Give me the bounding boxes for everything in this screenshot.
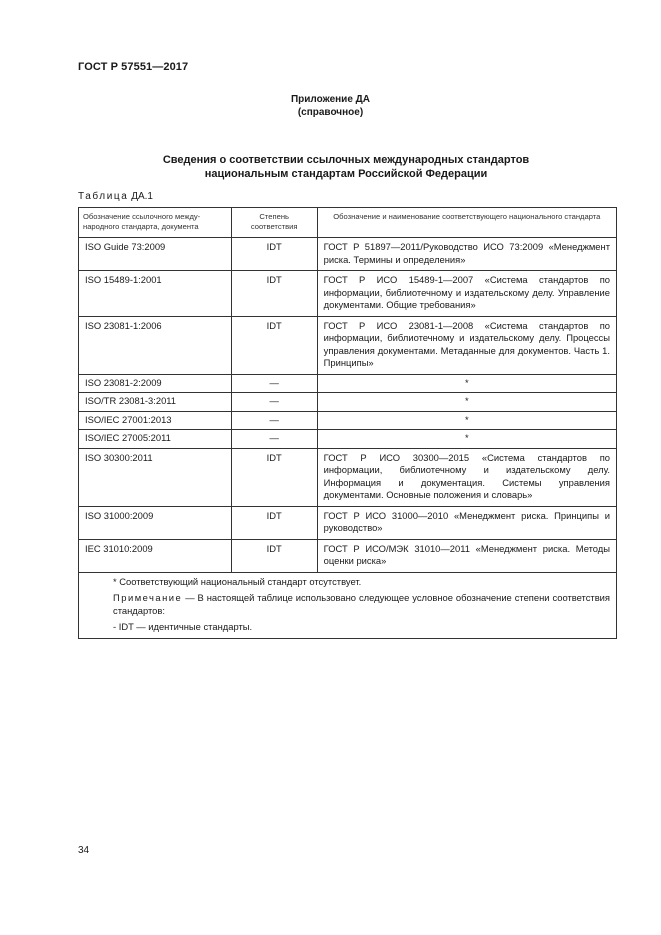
intl-standard-cell: ISO 23081-2:2009 bbox=[79, 374, 232, 393]
national-standard-cell: ГОСТ Р ИСО 15489-1—2007 «Система стандартов по информации, библиотечному и издательскому делу. Управление документами. Общие требования» bbox=[317, 271, 616, 317]
column-header-degree: Степень соответствия bbox=[231, 208, 317, 238]
table-row bbox=[79, 448, 617, 506]
table-row bbox=[79, 271, 617, 317]
intl-standard-cell: ISO 31000:2009 bbox=[79, 506, 232, 539]
degree-cell: — bbox=[231, 393, 317, 412]
degree-cell: — bbox=[231, 374, 317, 393]
table-row bbox=[79, 238, 617, 271]
national-standard-cell: * bbox=[317, 430, 616, 449]
national-standard-cell: ГОСТ Р ИСО 30300—2015 «Система стандартов по информации, библиотечному и издательскому делу. Информация и документация. Системы управления документами. Основные положения и словарь» bbox=[317, 448, 616, 506]
table-row bbox=[79, 430, 617, 449]
column-header-intl: Обозначение ссылочного междy- народного стандарта, документа bbox=[79, 208, 232, 238]
intl-standard-cell: ISO 23081-1:2006 bbox=[79, 316, 232, 374]
degree-cell: IDT bbox=[231, 448, 317, 506]
table-caption bbox=[78, 191, 153, 202]
table-note bbox=[85, 592, 610, 617]
table-notes-row bbox=[79, 572, 617, 638]
intl-standard-cell: ISO/TR 23081-3:2011 bbox=[79, 393, 232, 412]
table-header-row bbox=[79, 208, 617, 238]
table-caption-word: Таблица bbox=[78, 191, 129, 202]
page-number: 34 bbox=[78, 845, 90, 856]
appendix-title: Приложение ДА bbox=[290, 94, 371, 105]
table-row bbox=[79, 506, 617, 539]
table-row bbox=[79, 393, 617, 412]
degree-cell: IDT bbox=[231, 316, 317, 374]
degree-cell: IDT bbox=[231, 238, 317, 271]
degree-cell: IDT bbox=[231, 539, 317, 572]
table-row bbox=[79, 316, 617, 374]
national-standard-cell: ГОСТ Р ИСО 31000—2010 «Менеджмент риска. Принципы и руководство» bbox=[317, 506, 616, 539]
standard-code: ГОСТ Р 57551—2017 bbox=[78, 61, 189, 73]
section-title-line2: национальным стандартам Российской Федерации bbox=[204, 168, 488, 180]
correspondence-table bbox=[78, 207, 617, 639]
note-text: — В настоящей таблице использовано следующее условное обозначение степени соответствия стандартов: bbox=[113, 592, 610, 616]
intl-standard-cell: ISO 15489-1:2001 bbox=[79, 271, 232, 317]
table-row bbox=[79, 411, 617, 430]
appendix-subtitle: (справочное) bbox=[297, 107, 364, 118]
national-standard-cell: ГОСТ Р ИСО 23081-1—2008 «Система стандартов по информации, библиотечному и издательскому делу. Процессы управления документами. Метаданные для документов. Часть 1. Принципы» bbox=[317, 316, 616, 374]
note-label: Примечание bbox=[113, 592, 183, 603]
national-standard-cell: ГОСТ Р ИСО/МЭК 31010—2011 «Менеджмент риска. Методы оценки риска» bbox=[317, 539, 616, 572]
degree-cell: IDT bbox=[231, 506, 317, 539]
table-notes bbox=[79, 572, 617, 638]
intl-standard-cell: ISO/IEC 27005:2011 bbox=[79, 430, 232, 449]
intl-standard-cell: ISO Guide 73:2009 bbox=[79, 238, 232, 271]
intl-standard-cell: IEC 31010:2009 bbox=[79, 539, 232, 572]
table-caption-number: ДА.1 bbox=[131, 191, 153, 202]
national-standard-cell: * bbox=[317, 411, 616, 430]
intl-standard-cell: ISO/IEC 27001:2013 bbox=[79, 411, 232, 430]
degree-cell: — bbox=[231, 430, 317, 449]
column-header-national: Обозначение и наименование соответствующего национального стандарта bbox=[317, 208, 616, 238]
degree-cell: IDT bbox=[231, 271, 317, 317]
national-standard-cell: * bbox=[317, 374, 616, 393]
section-title-line1: Сведения о соответствии ссылочных международных стандартов bbox=[162, 154, 530, 166]
note-list-item: - IDT — идентичные стандарты. bbox=[113, 621, 253, 632]
national-standard-cell: ГОСТ Р 51897—2011/Руководство ИСО 73:2009 «Менеджмент риска. Термины и определения» bbox=[317, 238, 616, 271]
intl-standard-cell: ISO 30300:2011 bbox=[79, 448, 232, 506]
table-row bbox=[79, 374, 617, 393]
degree-cell: — bbox=[231, 411, 317, 430]
national-standard-cell: * bbox=[317, 393, 616, 412]
table-footnote: * Соответствующий национальный стандарт отсутствует. bbox=[113, 575, 362, 587]
table-row bbox=[79, 539, 617, 572]
